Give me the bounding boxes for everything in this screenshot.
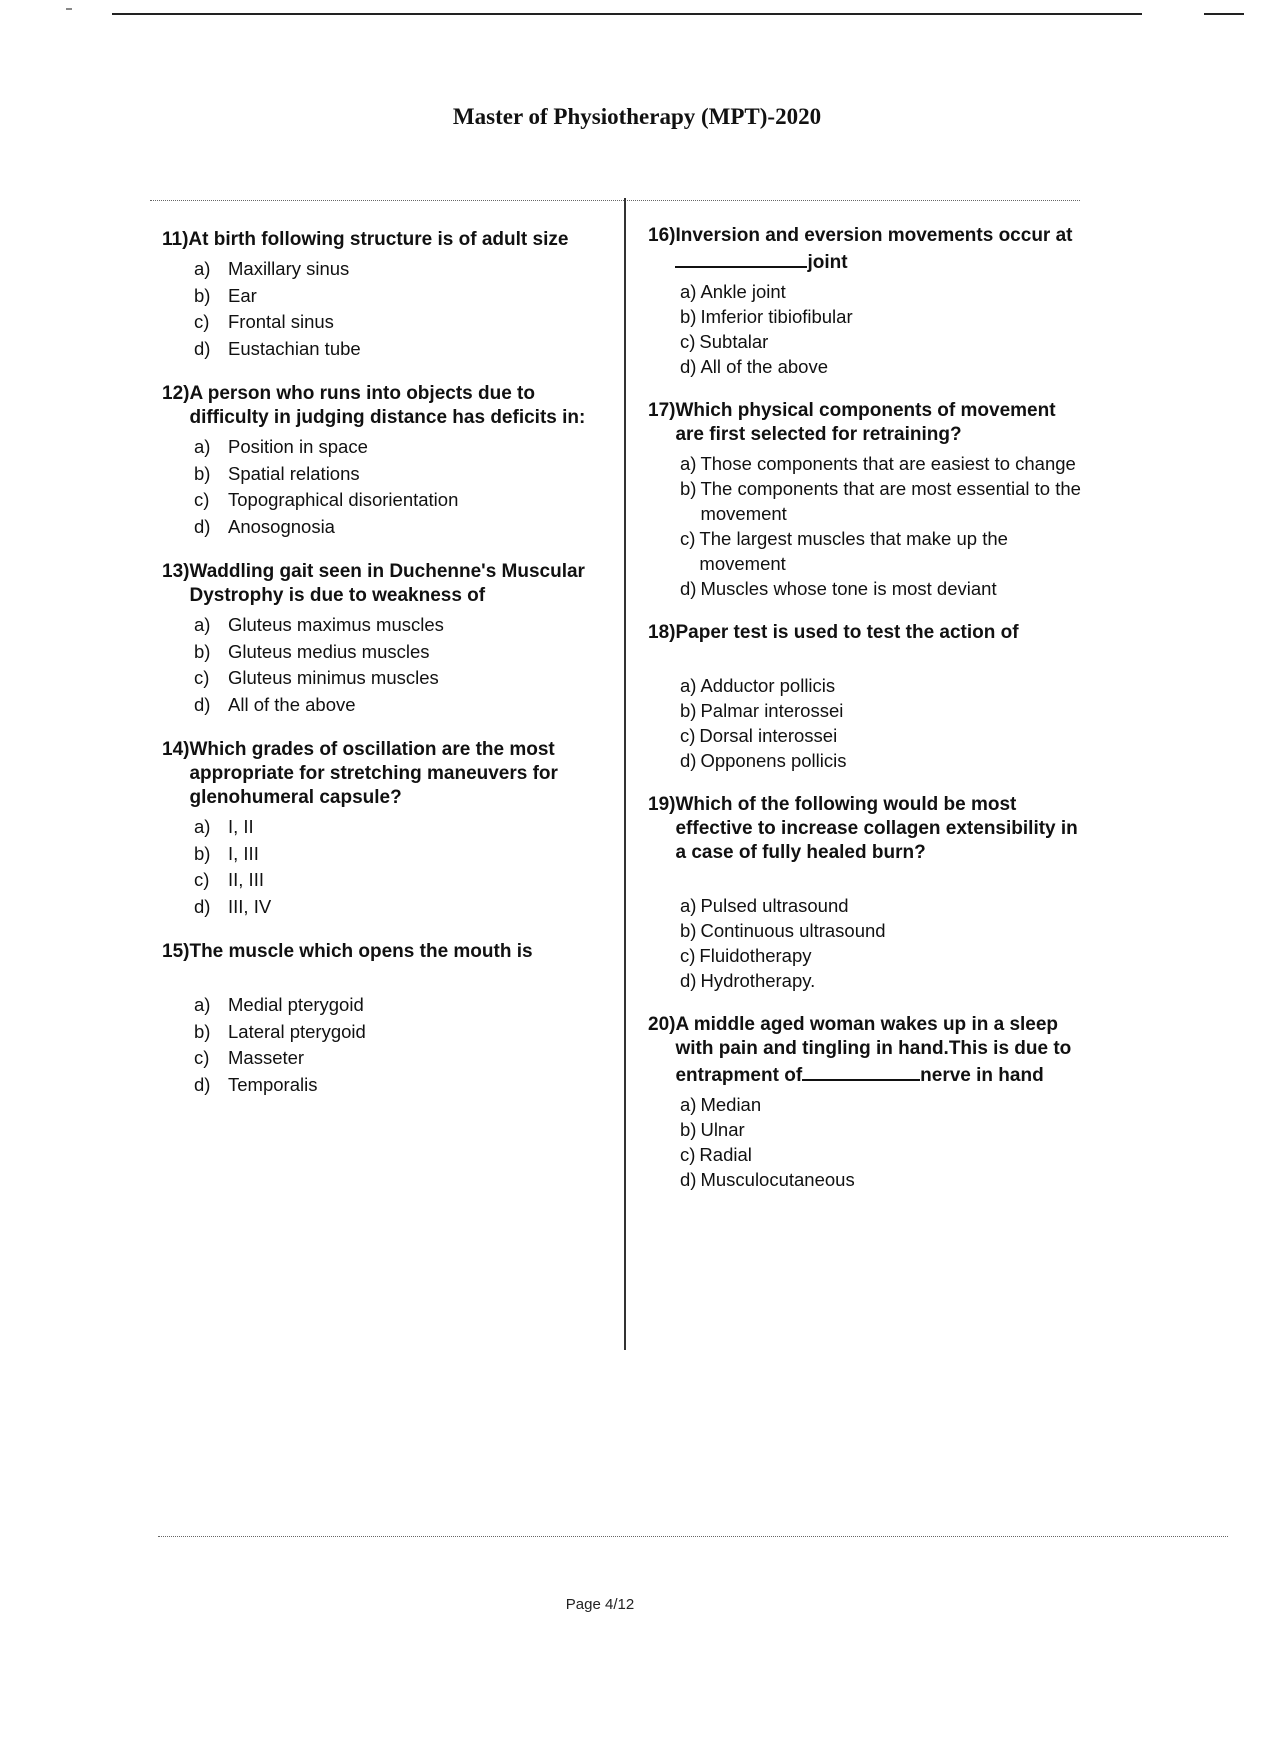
question-number: 19) (648, 794, 676, 815)
option: b) I, III (194, 842, 259, 864)
option: c) Subtalar (680, 331, 769, 352)
option: d) Opponens pollicis (680, 750, 847, 771)
question-text: Which physical components of movement are first selected for retraining? (675, 400, 1056, 445)
option-list (648, 893, 1088, 993)
question-number: 11) (162, 229, 189, 250)
option-list (162, 434, 612, 540)
question-15 (162, 940, 612, 1098)
option: b) Ear (194, 284, 257, 306)
question-text: Waddling gait seen in Duchenne's Muscular Dystrophy is due to weakness of (189, 561, 585, 606)
option-list (648, 1092, 1088, 1192)
option: c) Topographical disorientation (194, 489, 459, 510)
option: b) The components that are most essential to the movement (680, 478, 1081, 524)
question-number: 12) (162, 383, 190, 404)
option: d) Eustachian tube (194, 337, 361, 359)
question-number: 20) (648, 1014, 676, 1035)
question-text: Which of the following would be most effective to increase collagen extensibility in a case of fully healed burn? (675, 794, 1078, 863)
question-12 (162, 382, 612, 540)
option: d) Hydrotherapy. (680, 970, 816, 991)
option: b) Spatial relations (194, 462, 360, 484)
option: b) Gluteus medius muscles (194, 640, 430, 662)
option: b) Palmar interossei (680, 700, 844, 721)
question-20 (648, 1013, 1088, 1192)
question-text: Which grades of oscillation are the most appropriate for stretching maneuvers for glenohumeral capsule? (189, 739, 558, 808)
answer-blank (802, 1061, 920, 1081)
page-number: Page 4/12 (565, 1596, 635, 1613)
option: a) Medial pterygoid (194, 994, 364, 1015)
option: a) Median (680, 1094, 762, 1115)
option: d) Muscles whose tone is most deviant (680, 578, 997, 599)
question-text: A person who runs into objects due to difficulty in judging distance has deficits in: (189, 383, 586, 428)
option: c) Gluteus minimus muscles (194, 667, 439, 688)
option: c) Frontal sinus (194, 311, 334, 332)
option-list (648, 451, 1088, 601)
option: a) Maxillary sinus (194, 258, 350, 279)
option: b) Imferior tibiofibular (680, 306, 853, 327)
answer-blank (675, 248, 807, 268)
option: a) Those components that are easiest to change (680, 453, 1076, 474)
option: c) Dorsal interossei (680, 725, 838, 746)
top-rule (112, 13, 1142, 15)
option: d) All of the above (680, 356, 828, 377)
option: d) III, IV (194, 895, 272, 917)
option-list (162, 256, 612, 362)
option: a) Adductor pollicis (680, 675, 836, 696)
option: d) All of the above (194, 693, 356, 715)
option: d) Anosognosia (194, 515, 335, 537)
question-number: 18) (648, 622, 676, 643)
footer-divider (158, 1536, 1228, 1537)
left-column (162, 228, 612, 1118)
question-14 (162, 738, 612, 920)
right-column (648, 224, 1088, 1212)
question-11 (162, 228, 612, 362)
option: d) Temporalis (194, 1073, 318, 1095)
option: a) Ankle joint (680, 281, 786, 302)
question-number: 16) (648, 225, 676, 246)
corner-mark (66, 8, 72, 10)
top-rule-right (1204, 13, 1244, 15)
option: c) II, III (194, 869, 264, 890)
option: a) Position in space (194, 436, 368, 457)
question-16 (648, 224, 1088, 379)
question-text: Paper test is used to test the action of (675, 622, 1019, 643)
question-text: Inversion and eversion movements occur atjoint (675, 225, 1073, 273)
question-number: 13) (162, 561, 190, 582)
option-list (648, 279, 1088, 379)
option: c) Radial (680, 1144, 752, 1165)
page-title: Master of Physiotherapy (MPT)-2020 (452, 104, 822, 129)
question-19 (648, 793, 1088, 993)
question-18 (648, 621, 1088, 773)
header-divider (150, 200, 1080, 201)
option: c) The largest muscles that make up the movement (680, 528, 1008, 574)
option: c) Masseter (194, 1047, 305, 1068)
option: a) Gluteus maximus muscles (194, 614, 444, 635)
question-number: 14) (162, 739, 190, 760)
option-list (162, 612, 612, 718)
option-list (162, 992, 612, 1098)
option: b) Lateral pterygoid (194, 1020, 366, 1042)
question-number: 15) (162, 941, 190, 962)
option: b) Continuous ultrasound (680, 920, 886, 941)
option: a) Pulsed ultrasound (680, 895, 849, 916)
option: b) Ulnar (680, 1119, 745, 1140)
column-divider (624, 198, 626, 1350)
question-number: 17) (648, 400, 676, 421)
question-text: The muscle which opens the mouth is (189, 941, 533, 962)
option-list (648, 673, 1088, 773)
option: d) Musculocutaneous (680, 1169, 855, 1190)
option: c) Fluidotherapy (680, 945, 812, 966)
question-text: At birth following structure is of adult size (188, 229, 569, 250)
option: a) I, II (194, 816, 254, 837)
question-text: A middle aged woman wakes up in a sleep with pain and tingling in hand.This is due to entrapment of nerve in hand (675, 1014, 1072, 1086)
question-17 (648, 399, 1088, 601)
option-list (162, 814, 612, 920)
question-13 (162, 560, 612, 718)
